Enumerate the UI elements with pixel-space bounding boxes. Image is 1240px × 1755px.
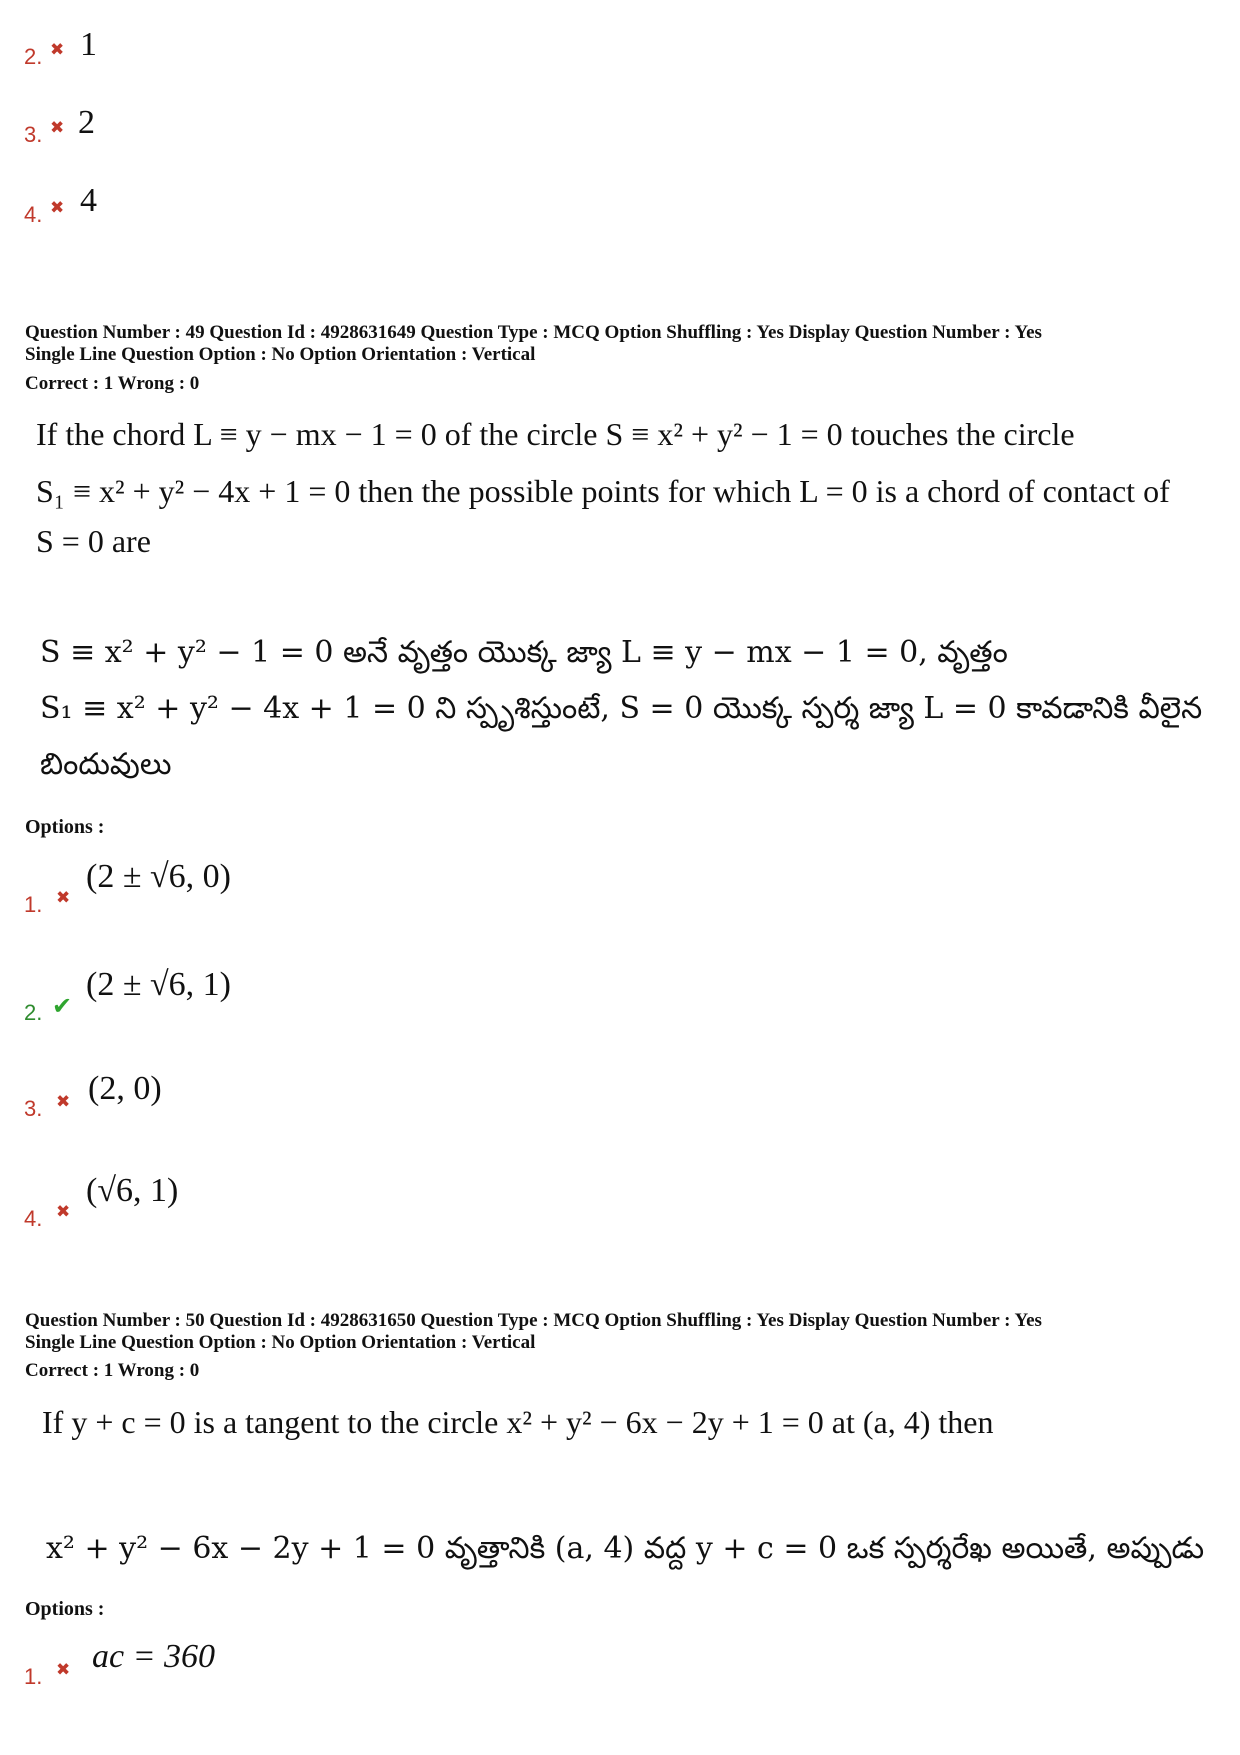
option-value: 1 [80,26,97,63]
question-meta-line1: Question Number : 50 Question Id : 4928631650 Question Type : MCQ Option Shuffling : Yes Display Question Number : Yes [25,1310,1042,1331]
option-value: (2, 0) [88,1070,162,1107]
options-label: Options : [25,1598,105,1620]
option-number: 3. [24,122,43,147]
option-number: 2. [24,1000,43,1025]
wrong-mark-icon: ✖ [56,1092,71,1112]
wrong-mark-icon: ✖ [50,198,65,218]
option-value: ac = 360 [92,1638,216,1675]
question-marks: Correct : 1 Wrong : 0 [25,373,200,394]
wrong-mark-icon: ✖ [56,1660,71,1680]
option-value: 2 [78,104,95,141]
question-telugu-line3: బిందువులు [40,747,172,782]
option-value: (√6, 1) [86,1172,179,1209]
option-number: 3. [24,1096,43,1121]
question-meta-line2: Single Line Question Option : No Option Orientation : Vertical [25,344,536,365]
wrong-mark-icon: ✖ [50,40,65,60]
question-english-line2: S₁ ≡ x² + y² − 4x + 1 = 0 then the possible points for which L = 0 is a chord of contact of [36,473,1170,509]
question-telugu: x² + y² − 6x − 2y + 1 = 0 వృత్తానికి (a, 4) వద్ద y + c = 0 ఒక స్పర్శరేఖ అయితే, అప్పుడు [46,1531,1205,1566]
option-number: 4. [24,1206,43,1231]
question-marks: Correct : 1 Wrong : 0 [25,1360,200,1381]
option-value: 4 [80,182,97,219]
question-english-line1: If the chord L ≡ y − mx − 1 = 0 of the circle S ≡ x² + y² − 1 = 0 touches the circle [36,416,1075,452]
wrong-mark-icon: ✖ [50,118,65,138]
wrong-mark-icon: ✖ [56,888,71,908]
question-meta-line1: Question Number : 49 Question Id : 4928631649 Question Type : MCQ Option Shuffling : Yes Display Question Number : Yes [25,322,1042,343]
correct-check-icon: ✔ [52,992,73,1020]
question-english: If y + c = 0 is a tangent to the circle x² + y² − 6x − 2y + 1 = 0 at (a, 4) then [42,1404,994,1440]
option-number: 1. [24,1664,43,1689]
option-number: 1. [24,892,43,917]
option-number: 2. [24,44,43,69]
question-english-line3: S = 0 are [36,523,151,559]
option-number: 4. [24,202,43,227]
question-telugu-line2: S₁ ≡ x² + y² − 4x + 1 = 0 ని స్పృశిస్తుంటే, S = 0 యొక్క స్పర్శ జ్యా L = 0 కావడానికి వీలైన [40,691,1203,726]
options-label: Options : [25,816,105,838]
option-value: (2 ± √6, 0) [86,858,231,895]
option-value: (2 ± √6, 1) [86,966,231,1003]
wrong-mark-icon: ✖ [56,1202,71,1222]
question-meta-line2: Single Line Question Option : No Option Orientation : Vertical [25,1332,536,1353]
question-telugu-line1: S ≡ x² + y² − 1 = 0 అనే వృత్తం యొక్క జ్యా L ≡ y − mx − 1 = 0, వృత్తం [40,635,1008,670]
